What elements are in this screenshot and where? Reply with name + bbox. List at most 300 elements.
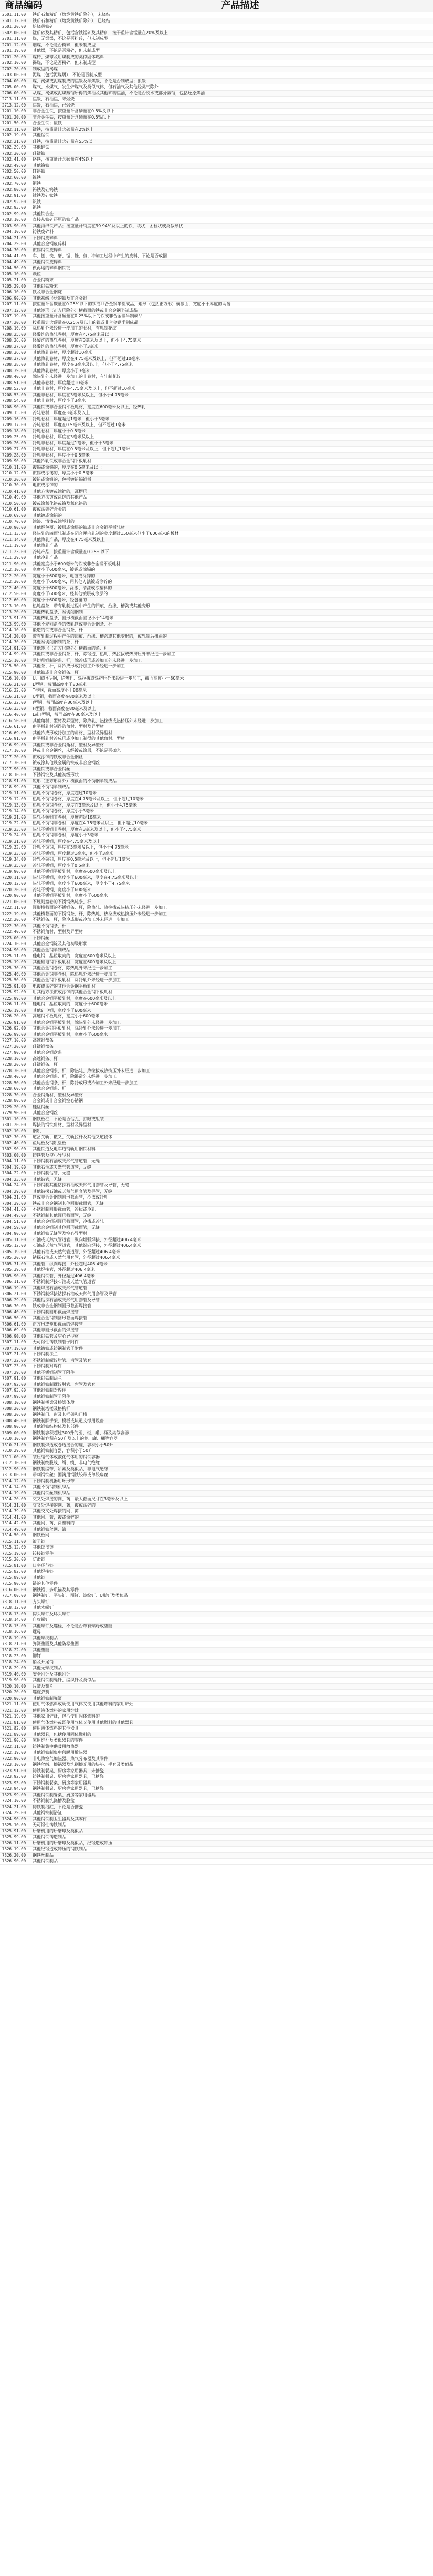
product-description-cell: 冷轧产品，按重量计含碳量在0.25%以下	[33, 549, 109, 554]
product-description-cell: 其他热轧卷材，厚度在3毫米及以上，但小于4.75毫米	[33, 362, 133, 367]
hs-code-cell: 2701.12.00	[2, 42, 26, 47]
hs-code-cell: 7323.92.00	[2, 1774, 26, 1779]
table-row	[0, 12, 433, 18]
table-row	[0, 157, 433, 163]
product-description-cell: 圆形横截面的不锈钢条、杆，除热轧、热拉拔或热挤压外未经进一步加工	[33, 905, 167, 910]
product-description-cell: 其他铁或非合金钢条、杆，除锻造、热轧、热拉拔或热挤压外未经进一步加工	[33, 652, 175, 656]
product-description-cell: 镀或涂其他贱金属的铁或非合金钢丝	[33, 760, 100, 765]
table-row	[0, 610, 433, 616]
table-row	[0, 640, 433, 646]
product-description-cell: 热轧不锈钢卷材，厚度在4.75毫米及以上，但不超过10毫米	[33, 797, 144, 801]
product-description-cell: 其他锰铁	[33, 133, 49, 137]
table-row	[0, 990, 433, 996]
table-row	[0, 1660, 433, 1666]
hs-code-cell: 7213.99.00	[2, 621, 26, 627]
hs-code-cell: 7208.51.00	[2, 380, 26, 385]
hs-code-cell: 7204.41.00	[2, 253, 26, 258]
product-description-cell: 其他垫圈	[33, 1647, 49, 1652]
product-description-cell: 其他不锈钢制管子附件	[33, 1370, 75, 1375]
table-row	[0, 755, 433, 761]
table-row	[0, 1436, 433, 1443]
product-description-cell: U、I或H型钢，除热轧、热拉拔或热挤压外未经进一步加工，截面高度小于80毫米	[33, 676, 184, 681]
table-row	[0, 350, 433, 356]
table-row	[0, 1684, 433, 1690]
product-description-cell: 冷轧非卷材，厚度超过1毫米，但小于3毫米	[33, 440, 114, 446]
product-description-cell: 高速钢条、杆	[33, 1056, 58, 1061]
table-row	[0, 875, 433, 882]
table-row	[0, 434, 433, 441]
product-description-cell: 正方形或矩形截面的焊接管	[33, 1321, 83, 1327]
product-description-cell: 其他钻管，无缝	[33, 1176, 62, 1182]
hs-code-cell: 7208.54.00	[2, 398, 26, 403]
table-row	[0, 272, 433, 278]
hs-code-cell: 7206.10.00	[2, 290, 26, 294]
hs-code-cell: 7203.90.00	[2, 223, 26, 228]
hs-code-cell: 7315.90.00	[2, 1581, 26, 1586]
product-description-cell: 合金生铁；镜铁	[33, 121, 62, 125]
product-description-cell: 其他按重量计含碳量在0.25%以下的铁或非合金钢半制成品	[33, 314, 143, 319]
product-description-cell: 其他钢铁结构体及其部件	[33, 1424, 79, 1429]
product-description-cell: 鱼尾板及钢轨垫板	[33, 1140, 66, 1146]
table-row	[0, 603, 433, 610]
product-description-cell: 钨铁及硅钨铁	[33, 187, 58, 192]
hs-code-cell: 7310.10.00	[2, 1436, 26, 1441]
hs-code-cell: 7321.11.00	[2, 1702, 26, 1706]
hs-code-cell: 2601.12.00	[2, 18, 26, 23]
product-description-cell: 不锈钢角材、型材及异型材	[33, 929, 83, 934]
table-row	[0, 1038, 433, 1044]
hs-code-cell: 7306.21.00	[2, 1291, 26, 1296]
table-row	[0, 881, 433, 887]
table-row	[0, 1702, 433, 1708]
table-row	[0, 1805, 433, 1811]
product-description-cell: 自攻螺钉	[33, 1617, 49, 1622]
table-row	[0, 809, 433, 815]
table-row	[0, 1352, 433, 1358]
product-description-cell: 研磨机用的研磨球及类似品，经锻造或冲压	[33, 1840, 112, 1846]
product-description-cell: 其他合金钢废碎料	[33, 241, 66, 246]
table-row	[0, 1165, 433, 1171]
hs-code-cell: 7315.81.00	[2, 1563, 26, 1568]
table-row	[0, 1430, 433, 1437]
table-row	[0, 163, 433, 169]
hs-code-cell: 7320.90.00	[2, 1695, 26, 1701]
hs-code-cell: 7216.33.00	[2, 706, 26, 711]
table-row	[0, 1460, 433, 1467]
hs-code-cell: 7208.37.00	[2, 356, 26, 361]
table-row	[0, 1859, 433, 1865]
table-row	[0, 1472, 433, 1479]
table-row	[0, 1527, 433, 1533]
table-row	[0, 1822, 433, 1829]
table-row	[0, 362, 433, 368]
table-row	[0, 1533, 433, 1539]
hs-code-cell: 7310.21.00	[2, 1442, 26, 1447]
product-description-cell: 泥煤（包括泥煤屑），不论是否制成型	[33, 72, 102, 77]
product-description-cell: 锻造的铁或非合金钢条、杆	[33, 628, 83, 632]
product-description-cell: 冷轧卷材，厚度在0.5毫米及以上，但不超过1毫米	[33, 422, 126, 427]
product-description-cell: 其他镀或涂铝的	[33, 513, 62, 518]
hs-code-cell: 7321.90.00	[2, 1738, 26, 1743]
table-row	[0, 1219, 433, 1225]
table-row	[0, 36, 433, 43]
table-row	[0, 1467, 433, 1473]
product-description-cell: 其他冷轧产品	[33, 555, 58, 560]
table-row	[0, 682, 433, 688]
table-row	[0, 718, 433, 725]
table-row	[0, 217, 433, 224]
table-row	[0, 43, 433, 49]
table-row	[0, 1400, 433, 1406]
table-row	[0, 1177, 433, 1183]
product-description-cell: 钢铁制桥梁及桥梁体段	[33, 1400, 75, 1405]
hs-code-cell: 7203.10.00	[2, 217, 26, 222]
hs-code-cell: 7306.90.00	[2, 1333, 26, 1339]
table-row	[0, 1841, 433, 1847]
hs-code-cell: 2701.19.00	[2, 48, 26, 53]
hs-code-cell: 7202.60.00	[2, 175, 26, 180]
hs-code-cell: 7219.21.00	[2, 814, 26, 820]
product-description-cell: 宽度小于600毫米，经其他镀层或涂层的	[33, 591, 108, 596]
product-description-cell: 其他硅铁	[33, 145, 49, 150]
hs-code-cell: 7228.10.00	[2, 1056, 26, 1061]
hs-code-cell: 7306.29.00	[2, 1297, 26, 1302]
product-description-cell: 其他条、杆，除冷成形或冷加工外未经进一步加工	[33, 664, 125, 669]
hs-code-cell: 2602.00.00	[2, 30, 26, 35]
hs-code-cell: 7217.20.00	[2, 754, 26, 759]
product-description-cell: 镀铅或涂铅的，包括镀铅锡钢板	[33, 476, 91, 482]
table-row	[0, 79, 433, 85]
table-row	[0, 410, 433, 417]
table-row	[0, 501, 433, 507]
table-row	[0, 48, 433, 55]
product-description-cell: 钢铁制编带、吊索及类似品，非电气绝缘	[33, 1466, 108, 1471]
product-description-cell: 铸铁废碎料	[33, 229, 54, 234]
product-description-cell: 电镀或涂锌的	[33, 483, 58, 487]
table-row	[0, 978, 433, 984]
product-description-cell: U型钢，截面高度在80毫米及以上	[33, 694, 96, 699]
hs-code-cell: 7217.90.00	[2, 766, 26, 771]
hs-code-cell: 7209.17.00	[2, 422, 26, 427]
table-row	[0, 187, 433, 194]
table-row	[0, 960, 433, 966]
table-row	[0, 1696, 433, 1702]
table-row	[0, 1376, 433, 1382]
product-description-cell: 其他无螺纹制品	[33, 1666, 62, 1670]
product-description-cell: 由平板轧材制得的角材、型材及异型材	[33, 724, 104, 729]
product-description-cell: 其他铁合金	[33, 211, 54, 216]
hs-code-cell: 7304.24.00	[2, 1183, 26, 1188]
product-description-cell: 钒铁	[33, 199, 41, 204]
hs-code-cell: 7208.52.00	[2, 386, 26, 391]
table-row	[0, 936, 433, 942]
hs-code-cell: 7211.14.00	[2, 537, 26, 542]
product-description-cell: 颗粒	[33, 271, 41, 277]
table-row	[0, 760, 433, 767]
hs-code-cell: 7226.92.00	[2, 1026, 26, 1031]
product-description-cell: 其他钢铁制缝针、编织针及类似品	[33, 1678, 96, 1682]
table-row	[0, 1237, 433, 1244]
table-row	[0, 1195, 433, 1201]
hs-code-cell: 7301.10.00	[2, 1116, 26, 1121]
product-description-cell: 其他不锈钢半制成品	[33, 785, 70, 789]
product-description-cell: 铁或非合金钢制圆形截面管，冷拔或冷轧	[33, 1195, 108, 1200]
table-row	[0, 1666, 433, 1672]
product-description-cell: 其他矩形（正方形除外）横截面的铁或非合金钢半制成品	[33, 308, 138, 313]
hs-code-cell: 7216.31.00	[2, 694, 26, 699]
product-description-cell: 日字环节链	[33, 1563, 54, 1568]
hs-code-cell: 7307.93.00	[2, 1388, 26, 1393]
table-row	[0, 1756, 433, 1763]
product-description-cell: 其他钢铁制管子附件	[33, 1394, 70, 1399]
hs-code-cell: 7301.20.00	[2, 1122, 26, 1127]
product-description-cell: 其他钢铁制螺纹肘管、弯管及管套	[33, 1382, 96, 1387]
product-description-cell: 其他热轧产品	[33, 543, 58, 548]
table-row	[0, 1563, 433, 1570]
hs-code-cell: 7308.10.00	[2, 1400, 26, 1405]
table-row	[0, 1262, 433, 1268]
product-description-cell: I型钢，截面高度在80毫米及以上	[33, 700, 94, 705]
hs-code-cell: 7320.20.00	[2, 1690, 26, 1694]
hs-code-cell: 7216.69.00	[2, 730, 26, 735]
hs-code-cell: 7324.10.00	[2, 1798, 26, 1803]
table-row	[0, 555, 433, 561]
table-row	[0, 1328, 433, 1334]
hs-code-cell: 7324.29.00	[2, 1810, 26, 1815]
table-row	[0, 495, 433, 501]
product-description-cell: 其他方法镀或涂锌的，瓦楞形	[33, 489, 87, 494]
hs-code-cell: 7211.23.00	[2, 549, 26, 554]
hs-code-cell: 7226.19.00	[2, 1008, 26, 1013]
table-row	[0, 199, 433, 206]
product-description-cell: H型钢，截面高度在80毫米及以上	[33, 706, 96, 711]
table-row	[0, 851, 433, 857]
product-description-cell: 宽度小于600毫米，经包覆的	[33, 597, 87, 602]
table-row	[0, 1780, 433, 1787]
product-description-cell: 锰铁，按重量计含碳量在2%以上	[33, 126, 94, 132]
hs-code-cell: 7219.35.00	[2, 863, 26, 868]
product-description-cell: 其他铬铁	[33, 163, 49, 168]
product-description-cell: 锰矿砂及其精矿，包括含铁锰矿及其精矿，按干重计含锰量在20%及以上	[33, 30, 168, 35]
hs-code-cell: 7217.10.00	[2, 748, 26, 753]
hs-code-cell: 7213.91.00	[2, 616, 26, 620]
hs-code-cell: 7317.00.00	[2, 1593, 26, 1598]
table-row	[0, 1485, 433, 1491]
table-row	[0, 984, 433, 990]
hs-code-cell: 7207.12.00	[2, 308, 26, 313]
hs-code-cell: 7321.19.00	[2, 1714, 26, 1719]
hs-code-cell: 7202.11.00	[2, 126, 26, 132]
product-description-cell: 其他管，纵向焊接，外径超过406.4毫米	[33, 1261, 108, 1266]
table-row	[0, 441, 433, 447]
table-row	[0, 797, 433, 803]
hs-code-cell: 7305.20.00	[2, 1255, 26, 1260]
table-row	[0, 1515, 433, 1521]
product-description-cell: 其他不规则盘卷的热轧铁或非合金钢条、杆	[33, 621, 112, 627]
table-row	[0, 175, 433, 182]
product-description-cell: 镀或涂锌的铁或非合金钢丝	[33, 754, 83, 759]
product-description-cell: 不锈钢制焊接钻探石油或天然气用套管及导管	[33, 1291, 117, 1296]
table-row	[0, 525, 433, 532]
product-description-cell: 其他矩形（正方形除外）横截面的条、杆	[33, 645, 108, 651]
product-description-cell: 制成型的褐煤	[33, 66, 58, 71]
hs-code-cell: 7206.90.00	[2, 295, 26, 301]
hs-code-cell: 2702.10.00	[2, 60, 26, 65]
hs-code-cell: 7225.91.00	[2, 983, 26, 989]
product-description-cell: 其他焊接链	[33, 1569, 54, 1574]
hs-code-cell: 7318.15.00	[2, 1623, 26, 1628]
product-description-cell: 铌铁	[33, 205, 41, 210]
hs-code-cell: 7210.70.00	[2, 519, 26, 524]
table-row	[0, 779, 433, 785]
hs-code-cell: 7215.90.00	[2, 670, 26, 675]
product-description-cell: 铸铁制浴缸，不论是否搪瓷	[33, 1804, 83, 1809]
hs-code-cell: 7228.60.00	[2, 1086, 26, 1091]
table-row	[0, 1497, 433, 1503]
product-description-cell: 其他钢铁制浴缸	[33, 1810, 62, 1815]
hs-code-cell: 7306.11.00	[2, 1279, 26, 1284]
table-row	[0, 97, 433, 103]
hs-code-cell: 7326.19.00	[2, 1847, 26, 1851]
table-row	[0, 1086, 433, 1093]
product-description-cell: 其他煤，不论是否粉碎，但未制成型	[33, 48, 100, 53]
hs-code-cell: 7225.40.00	[2, 971, 26, 977]
table-row	[0, 821, 433, 827]
table-row	[0, 941, 433, 948]
table-row	[0, 917, 433, 924]
table-row	[0, 1322, 433, 1328]
product-description-cell: 交叉处焊接的网、篱，镀或涂锌的	[33, 1502, 96, 1508]
table-row	[0, 905, 433, 911]
hs-code-cell: 7315.82.00	[2, 1569, 26, 1574]
product-description-cell: 其他不锈钢平板轧材，宽度小于600毫米	[33, 893, 108, 898]
product-description-cell: 烟煤，不论是否粉碎，但未制成型	[33, 42, 96, 47]
hs-code-cell: 7314.20.00	[2, 1497, 26, 1501]
table-row	[0, 1817, 433, 1823]
table-row	[0, 1110, 433, 1117]
hs-code-cell: 7210.20.00	[2, 476, 26, 482]
product-description-cell: 铁或非合金钢丝，未经镀或涂层，不论是否抛光	[33, 748, 121, 753]
hs-code-cell: 7209.90.00	[2, 459, 26, 463]
product-description-cell: 其他铁或非合金钢平板轧材，宽度在600毫米及以上，经热轧	[33, 404, 146, 409]
product-description-cell: 钢铁丝制品	[33, 1852, 54, 1858]
hs-code-cell: 7223.00.00	[2, 935, 26, 940]
product-description-cell: 铬铁，按重量计含碳量在4%以上	[33, 157, 94, 162]
hs-code-cell: 7226.20.00	[2, 1014, 26, 1019]
hs-code-cell: 7302.30.00	[2, 1135, 26, 1139]
product-description-cell: 不锈钢锭及其他初级形状	[33, 772, 79, 777]
table-row	[0, 1159, 433, 1165]
product-description-cell: 硅锰钢丝	[33, 1104, 49, 1109]
product-description-cell: 由平板轧材冷成形或冷加工制得的其他角材、型材	[33, 736, 125, 741]
product-description-cell: 其他宽度小于600毫米的铁或非合金钢平板轧材	[33, 561, 121, 566]
product-description-cell: 弹簧垫圈及其他防松垫圈	[33, 1641, 79, 1646]
product-description-cell: 钢铁板网	[33, 1533, 49, 1538]
product-description-cell: 褐煤，不论是否粉碎，但未制成型	[33, 60, 96, 65]
table-row	[0, 1201, 433, 1207]
table-row	[0, 893, 433, 899]
hs-code-cell: 7225.99.00	[2, 995, 26, 1001]
table-row	[0, 489, 433, 495]
hs-code-cell: 7202.99.00	[2, 211, 26, 216]
hs-code-cell: 7219.22.00	[2, 821, 26, 825]
product-description-cell: 其他合金钢半制成品	[33, 947, 70, 952]
hs-code-cell: 7209.25.00	[2, 434, 26, 439]
hs-code-cell: 7202.21.00	[2, 139, 26, 144]
product-description-cell: 热轧不锈钢非卷材，厚度在3毫米及以上，但小于4.75毫米	[33, 826, 141, 832]
hs-code-cell: 7204.50.00	[2, 266, 26, 270]
product-description-cell: 钢铁制塔楼及格构杆	[33, 1406, 70, 1411]
table-row	[0, 1105, 433, 1111]
hs-code-cell: 7214.99.00	[2, 652, 26, 656]
table-row	[0, 1279, 433, 1286]
hs-code-cell: 7304.29.00	[2, 1189, 26, 1194]
hs-code-cell: 7318.11.00	[2, 1599, 26, 1604]
product-description-cell: 易切削钢制的条、杆，除冷成形或冷加工外未经进一步加工	[33, 658, 142, 663]
hs-code-cell: 7307.29.00	[2, 1370, 26, 1375]
table-row	[0, 1080, 433, 1087]
hs-code-cell: 7216.61.00	[2, 724, 26, 729]
product-description-cell: 其他合金钢平板轧材，宽度在600毫米及以上	[33, 995, 117, 1001]
product-description-cell: 其他铁或非合金钢角材、型材及异型材	[33, 742, 104, 747]
product-description-cell: 热轧不锈钢非卷材，厚度超过10毫米	[33, 814, 101, 820]
hs-code-cell: 7207.11.00	[2, 302, 26, 306]
table-row	[0, 1455, 433, 1461]
table-row	[0, 899, 433, 906]
table-row	[0, 1274, 433, 1280]
table-row	[0, 634, 433, 640]
hs-code-cell: 2701.20.00	[2, 54, 26, 59]
hs-code-cell: 7307.22.00	[2, 1358, 26, 1363]
table-row	[0, 845, 433, 851]
hs-code-cell: 7305.31.00	[2, 1261, 26, 1266]
hs-code-cell: 7307.21.00	[2, 1352, 26, 1356]
table-row	[0, 1847, 433, 1853]
table-row	[0, 1605, 433, 1612]
hs-code-cell: 7314.41.00	[2, 1514, 26, 1520]
table-row	[0, 103, 433, 109]
hs-code-cell: 7204.30.00	[2, 247, 26, 252]
table-row	[0, 380, 433, 387]
table-row	[0, 1093, 433, 1099]
table-row	[0, 730, 433, 737]
product-description-cell: 螺母	[33, 1629, 41, 1634]
hs-code-cell: 7318.14.00	[2, 1617, 26, 1622]
product-description-cell: 其他铁或非合金钢条、杆	[33, 670, 79, 675]
product-description-cell: 装压缩气体或液化气体用的钢铁容器	[33, 1454, 100, 1459]
table-row	[0, 1388, 433, 1394]
product-description-cell: 供再熔的碎料钢铁锭	[33, 266, 70, 270]
product-description-cell: 其他热轧产品，厚度在4.75毫米及以上	[33, 537, 105, 542]
table-row	[0, 1636, 433, 1642]
product-description-cell: 其他经包覆、镀层或涂层的铁或非合金钢平板轧材	[33, 525, 125, 530]
product-description-cell: 钼铁	[33, 181, 41, 186]
hs-code-cell: 7205.29.00	[2, 283, 26, 289]
hs-code-cell: 7222.19.00	[2, 911, 26, 916]
table-body	[0, 12, 433, 1865]
table-row	[0, 664, 433, 670]
table-row	[0, 398, 433, 405]
hs-code-cell: 7204.29.00	[2, 241, 26, 246]
description-column-header: 产品描述	[221, 0, 259, 11]
product-description-cell: 焦炭，石油焦，已煅烧	[33, 102, 75, 108]
hs-code-cell: 7220.12.00	[2, 881, 26, 886]
hs-code-cell: 7309.00.00	[2, 1430, 26, 1435]
product-description-cell: 其他钢铁制容器，容积小于50升	[33, 1448, 93, 1453]
hs-code-cell: 7312.90.00	[2, 1466, 26, 1471]
table-row	[0, 1032, 433, 1038]
hs-code-cell: 7318.21.00	[2, 1641, 26, 1646]
